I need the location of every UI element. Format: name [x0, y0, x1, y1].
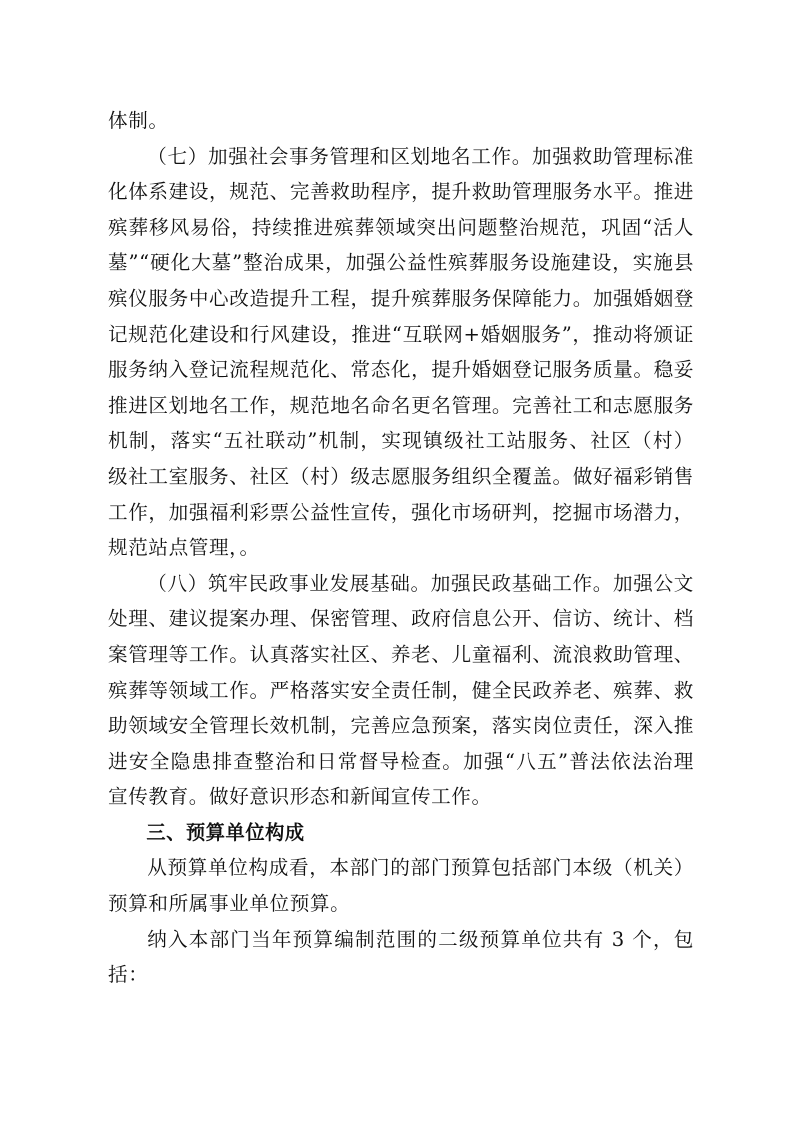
paragraph-section-seven: （七）加强社会事务管理和区划地名工作。加强救助管理标准化体系建设，规范、完善救助程序，提升救助管理服务水平。推进殡葬移风易俗，持续推进殡葬领域突出问题整治规范，巩固“活人墓”“硬化大墓”整治成果，加强公益性殡葬服务设施建设，实施县殡仪服务中心改造提升工程，提升殡葬服务保障能力。加强婚姻登记规范化建设和行风建设，推进“互联网+婚姻服务”，推动将颁证服务纳入登记流程规范化、常态化，提升婚姻登记服务质量。稳妥推进区划地名工作，规范地名命名更名管理。完善社工和志愿服务机制，落实“五社联动”机制，实现镇级社工站服务、社区（村）级社工室服务、社区（村）级志愿服务组织全覆盖。做好福彩销售工作，加强福利彩票公益性宣传，强化市场研判，挖掘市场潜力，规范站点管理，。	[108, 144, 694, 560]
document-page	[108, 103, 694, 993]
paragraph-second-level-units: 纳入本部门当年预算编制范围的二级预算单位共有 3 个，包括：	[108, 927, 694, 987]
section-heading-three: 三、预算单位构成	[146, 820, 305, 844]
paragraph-continuation: 体制。	[108, 109, 169, 132]
paragraph-section-eight: （八）筑牢民政事业发展基础。加强民政基础工作。加强公文处理、建议提案办理、保密管理、政府信息公开、信访、统计、档案管理等工作。认真落实社区、养老、儿童福利、流浪救助管理、殡葬等领域工作。严格落实安全责任制，健全民政养老、殡葬、救助领域安全管理长效机制，完善应急预案，落实岗位责任，深入推进安全隐患排查整治和日常督导检查。加强“八五”普法依法治理宣传教育。做好意识形态和新闻宣传工作。	[108, 571, 694, 809]
paragraph-budget-units: 从预算单位构成看，本部门的部门预算包括部门本级（机关）预算和所属事业单位预算。	[108, 856, 694, 916]
